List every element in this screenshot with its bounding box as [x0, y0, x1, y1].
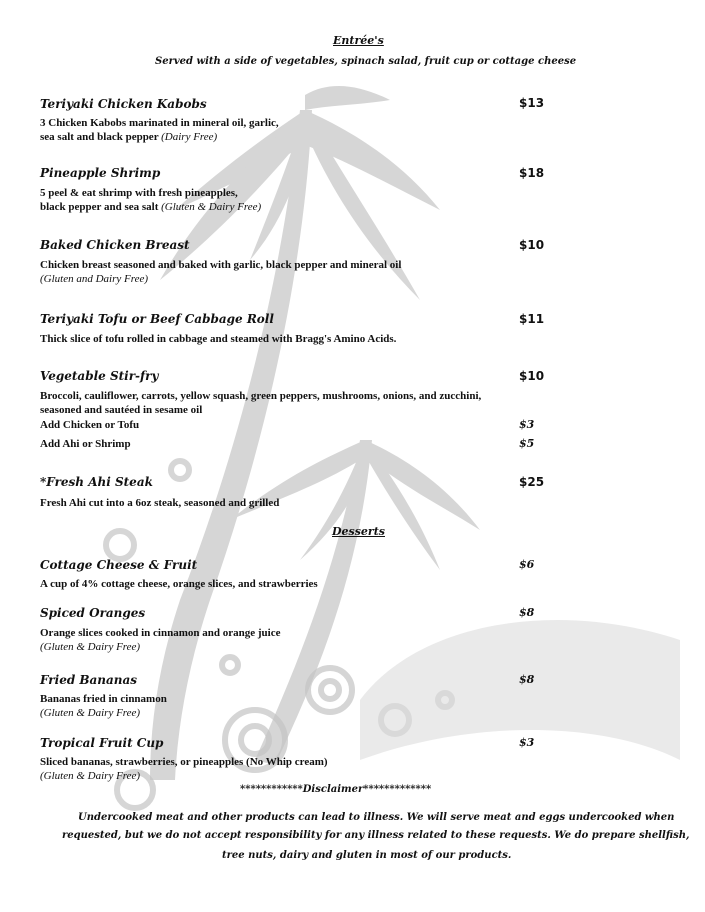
- description-line: black pepper and sea salt: [40, 201, 159, 213]
- menu-item-price: $11: [519, 312, 545, 326]
- menu-item-description: [40, 692, 167, 720]
- menu-item-description: [40, 389, 481, 417]
- disclaimer-line: Undercooked meat and other products can lead to illness. We will serve meat and eggs undercooked when: [78, 812, 675, 823]
- disclaimer-heading: ************Disclaimer*************: [240, 784, 432, 795]
- menu-item-name: *Fresh Ahi Steak: [40, 475, 153, 489]
- menu-item-name: Baked Chicken Breast: [40, 238, 190, 252]
- menu-item-description: [40, 332, 396, 346]
- menu-item-price: $18: [519, 166, 545, 180]
- diet-note: (Gluten and Dairy Free): [40, 273, 149, 285]
- menu-item-price: $8: [519, 673, 535, 686]
- description-line: 5 peel & eat shrimp with fresh pineapples,: [40, 187, 238, 199]
- menu-item-price: $8: [519, 606, 535, 619]
- description-line: Orange slices cooked in cinnamon and orange juice: [40, 627, 281, 639]
- menu-item-price: $10: [519, 369, 545, 383]
- description-line: Sliced bananas, strawberries, or pineapples (No Whip cream): [40, 756, 328, 768]
- menu-item-price: $13: [519, 96, 545, 110]
- menu-item-description: [40, 116, 279, 144]
- diet-note: (Gluten & Dairy Free): [40, 641, 141, 653]
- menu-item-description: [40, 186, 261, 214]
- menu-item-description: [40, 626, 280, 654]
- menu-item-description: [40, 258, 401, 286]
- menu-item-name: Pineapple Shrimp: [40, 166, 161, 180]
- diet-note: (Dairy Free): [161, 131, 218, 143]
- menu-item-price: $25: [519, 475, 545, 489]
- menu-item-name: Spiced Oranges: [40, 606, 146, 620]
- description-line: Bananas fried in cinnamon: [40, 693, 167, 705]
- menu-item-name: Tropical Fruit Cup: [40, 736, 164, 750]
- menu-item-description: [40, 496, 279, 510]
- diet-note: (Gluten & Dairy Free): [40, 707, 141, 719]
- description-line: seasoned and sautéed in sesame oil: [40, 404, 203, 416]
- menu-item-description: [40, 755, 328, 783]
- diet-note: (Gluten & Dairy Free): [40, 770, 141, 782]
- disclaimer-line: requested, but we do not accept responsibility for any illness related to these requests. We do prepare shellfish,: [62, 830, 690, 841]
- description-line: Broccoli, cauliflower, carrots, yellow squash, green peppers, mushrooms, onions, and zucchini,: [40, 390, 482, 402]
- addon-price: $5: [519, 437, 535, 450]
- entrees-subtitle: Served with a side of vegetables, spinach salad, fruit cup or cottage cheese: [155, 56, 577, 67]
- description-line: Thick slice of tofu rolled in cabbage and steamed with Bragg's Amino Acids.: [40, 333, 397, 345]
- menu-item-price: $10: [519, 238, 545, 252]
- menu-item-price: $6: [519, 558, 535, 571]
- desserts-section-title: Desserts: [332, 525, 385, 538]
- menu-item-name: Cottage Cheese & Fruit: [40, 558, 198, 572]
- description-line: A cup of 4% cottage cheese, orange slices, and strawberries: [40, 578, 318, 590]
- diet-note: (Gluten & Dairy Free): [161, 201, 262, 213]
- entrees-section-title: Entrée's: [333, 34, 384, 47]
- description-line: Fresh Ahi cut into a 6oz steak, seasoned and grilled: [40, 497, 280, 509]
- menu-item-name: Teriyaki Tofu or Beef Cabbage Roll: [40, 312, 274, 326]
- addon-price: $3: [519, 418, 535, 431]
- description-line: Chicken breast seasoned and baked with garlic, black pepper and mineral oil: [40, 259, 402, 271]
- description-line: 3 Chicken Kabobs marinated in mineral oil, garlic,: [40, 117, 279, 129]
- menu-item-name: Fried Bananas: [40, 673, 138, 687]
- addon-label: Add Ahi or Shrimp: [40, 438, 131, 450]
- menu-item-name: Vegetable Stir-fry: [40, 369, 159, 383]
- menu-item-name: Teriyaki Chicken Kabobs: [40, 97, 207, 111]
- addon-label: Add Chicken or Tofu: [40, 419, 140, 431]
- disclaimer-line: tree nuts, dairy and gluten in most of our products.: [222, 850, 512, 861]
- menu-item-description: [40, 577, 318, 591]
- description-line: sea salt and black pepper: [40, 131, 159, 143]
- menu-item-price: $3: [519, 736, 535, 749]
